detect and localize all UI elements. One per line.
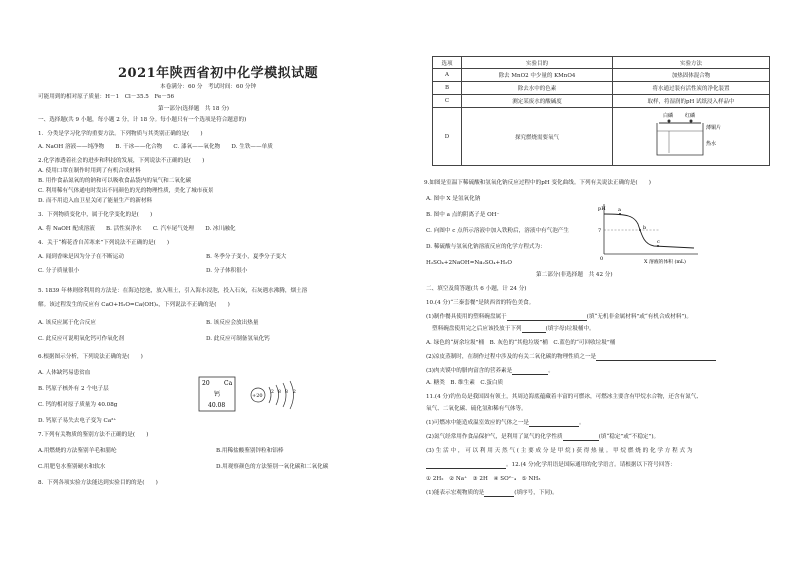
q12-symbols: ① 2H₂ ② Na⁺ ③ 2H ④ SO²⁻₄ ⑤ NH₃	[426, 476, 541, 482]
label-a: a	[618, 207, 621, 213]
header-method: 实验方法	[613, 57, 770, 69]
part1-header: 第一部分(选择题 共 18 分)	[158, 106, 229, 112]
q7-option-d: D.用观察颜色的方法鉴别一氧化碳和二氧化碳	[216, 464, 329, 470]
q4-option-a: A. 闻到香味是因为分子在不断运动	[38, 254, 124, 260]
q10-line1	[426, 314, 692, 321]
row-purpose: 探究燃烧需要氧气	[462, 108, 613, 166]
label-red-phosphorus: 红磷	[685, 112, 696, 119]
point-a	[619, 213, 621, 215]
page-title: 2021年陕西省初中化学模拟试题	[118, 66, 319, 81]
cell-symbol: Ca	[224, 380, 233, 387]
label-hot-water: 热水	[706, 140, 717, 147]
y-axis-label: pH	[598, 206, 606, 212]
answer-blank[interactable]	[507, 315, 587, 321]
row-method: 加热固体混合物	[613, 69, 770, 82]
q11-line2: 氧气、二氧化碳、硫化氢和稀有气体等。	[426, 406, 527, 412]
table-row	[433, 95, 770, 108]
q9-option-c: C. 向图中 c 点所示溶液中加入铁粉后，溶液中有气泡产生	[426, 228, 569, 234]
row-method: 取样，将湿润的pH 试纸浸入样品中	[613, 95, 770, 108]
q8-stem: 8．下列各项实验方法能达到实验目的的是( )	[38, 480, 158, 486]
nucleus-charge: +20	[252, 393, 263, 399]
combustion-diagram	[651, 109, 731, 163]
q10-line3: A. 绿色的“厨余垃圾”桶 B. 灰色的“其他垃圾”桶 C.蓝色的“可回收垃圾”桶	[426, 340, 616, 346]
q10-l5-suffix: 。	[548, 368, 554, 374]
header-option: 选项	[433, 57, 462, 69]
q1-options: A. NaOH 溶液——纯净物 B. 干冰——化合物 C. 漆氧——氧化物 D. 生铁——单质	[38, 144, 273, 150]
q6-option-b: B. 钙原子核外有 2 个电子层	[38, 386, 109, 392]
q4-option-c: C. 分子质量很小	[38, 268, 80, 274]
cell-number: 20	[202, 380, 210, 387]
shell-count: 2	[293, 390, 296, 395]
q6-option-a: A. 人体缺钙易患贫血	[38, 370, 91, 376]
q11-line6	[426, 462, 676, 469]
q11-l4-text: (2)氮气经常用作食品保护气，是利用了氮气的化学性质	[426, 434, 563, 440]
q9-option-d: D. 稀硫酸与氢氧化钠溶液反应的化学方程式为：	[426, 244, 546, 250]
q1-stem: 1．分类是学习化学的重要方法。下列物质与其类别正确的是( )	[38, 131, 203, 137]
beaker	[657, 123, 703, 155]
label-c: c	[657, 239, 660, 245]
shell-arc	[276, 385, 279, 405]
answer-blank[interactable]	[484, 491, 514, 497]
part1-instructions: 一、选择题(共 9 小题，每小题 2 分，计 18 分。每小题只有一个选项是符合题意的)	[38, 117, 247, 123]
q2-option-a: A. 使用口罩在制作时用到了有机合成材料	[38, 168, 141, 174]
q11-line5: (3) 生 活 中 ， 可 以 利 用 天 然 气 ( 主 要 成 分 是 甲 烷 ) 获 得 热 量 。 甲 烷 燃 烧 的 化 学 方 程 式 为	[426, 448, 693, 454]
row-method-diagram	[613, 108, 770, 166]
q5-stem-2: 解。该过程发生的反应有 CaO+H₂O=Ca(OH)₂，下列说法不正确的是( )	[38, 302, 230, 308]
q5-option-a: A. 该反应属于化合反应	[38, 320, 96, 326]
cell-mass: 40.08	[208, 402, 226, 409]
white-phosphorus	[668, 119, 671, 122]
q10-line5	[426, 368, 554, 375]
q11-l6-text: 。12.(4 分)化学用语是国际通用的化学语言。请根据以下符号回答：	[506, 462, 676, 468]
ph-curve	[604, 214, 694, 248]
q6-option-d: D. 钙原子易失去电子变为 Ca²⁺	[38, 418, 117, 424]
row-option: A	[433, 69, 462, 82]
score-time: 本卷满分：60 分 考试时间：60 分钟	[160, 84, 257, 90]
q4-option-d: D. 分子体积很小	[206, 268, 248, 274]
answer-blank[interactable]	[563, 435, 599, 441]
row-option: C	[433, 95, 462, 108]
calcium-figure	[198, 375, 308, 415]
q12-l1-text: (1)能表示宏观物质的是	[426, 490, 485, 496]
table-row	[433, 69, 770, 82]
point-b	[639, 229, 641, 231]
q10-line4	[426, 354, 716, 361]
part2-instructions: 二、填空及简答题(共 6 小题，计 24 分)	[426, 286, 527, 292]
x-axis-label: X 溶液的体积 (mL)	[644, 260, 686, 264]
q2-option-d: D. 而不用追入血卫星关闭了能量生产的新材料	[38, 198, 153, 204]
q5-option-b: B. 该反应会放出热量	[206, 320, 259, 326]
answer-blank[interactable]	[596, 355, 716, 361]
q2-option-b: B. 用作食品氮氧的的钠和可以吸收食品袋内的氧气和二氧化碳	[38, 178, 192, 184]
q5-option-c: C. 此反应可说明氧化钙可作氧化剂	[38, 336, 124, 342]
q12-line1	[426, 490, 558, 497]
q5-option-d: D. 此反应可制备氢氧化钙	[206, 336, 270, 342]
shell-count: 8	[285, 390, 288, 395]
label-copper-plate: 薄铜片	[706, 124, 722, 131]
q9-option-a: A. 图中 X 是氢氧化钠	[426, 196, 481, 202]
part2-header: 第二部分(非选择题 共 42 分)	[536, 272, 613, 278]
answer-blank[interactable]	[426, 463, 506, 469]
q9-equation: H₂SO₄+2NaOH=Na₂SO₄+H₂O	[426, 260, 512, 266]
q9-option-b: B. 图中 a 点的阴离子是 OH⁻	[426, 212, 500, 218]
ph-curve-chart	[598, 200, 708, 264]
row-option: B	[433, 82, 462, 95]
q10-l1-suffix: (填“无机非金属材料”或“有机合成材料”)。	[586, 314, 692, 320]
red-phosphorus	[690, 119, 693, 122]
row-purpose: 测定某废水的酸碱度	[462, 95, 613, 108]
row-option: D	[433, 108, 462, 166]
q10-stem: 10.(4 分)“三秦套餐”是陕西省的特色美食。	[426, 300, 535, 306]
shell-arc	[283, 383, 286, 407]
q6-option-c: C. 钙的相对原子质量为 40.08g	[38, 402, 118, 408]
cell-name: 钙	[214, 391, 221, 398]
answer-blank[interactable]	[522, 327, 546, 333]
q10-l2-suffix: (填字母)垃圾桶中。	[545, 326, 595, 332]
q3-options: A. 将 NaOH 配成溶液 B. 活性炭净水 C. 汽车尾气处理 D. 冰川融化	[38, 226, 236, 232]
q10-l1-text: (1)制作餐具使用的塑料碗盘属于	[426, 314, 507, 320]
header-purpose: 实验目的	[462, 57, 613, 69]
q7-option-a: A.用燃烧的方法鉴别羊毛和腈纶	[38, 448, 117, 454]
q3-stem: 3．下列物质变化中，属于化学变化的是( )	[38, 212, 153, 218]
row-method: 将水通过装有活性炭的净化装置	[613, 82, 770, 95]
label-b: b	[643, 225, 647, 231]
point-c	[657, 245, 659, 247]
shell-count: 2	[271, 390, 274, 395]
shell-count: 8	[278, 390, 281, 395]
q11-l3-text: (1)可燃冰中能造成温室效应的气体之一是	[426, 420, 530, 426]
row-purpose: 除去水中的色素	[462, 82, 613, 95]
atomic-masses: 可能用到的相对原子质量：H－1 Cl－35.5 Fe－56	[38, 94, 175, 100]
q2-stem: 2.化学渗透着社会的进步和科技的发展，下列说法不正确的是( )	[38, 158, 205, 164]
q10-l2-text: 塑料碗盘使用完之后应该投放于下列	[432, 326, 522, 332]
answer-blank[interactable]	[529, 421, 579, 427]
q11-line1: 11.(4 分)钓鱼岛是我国固有领土，其周边海底蕴藏着丰富的可燃冰，可燃冰主要含有甲烷水合物，还含有氮气、	[426, 394, 702, 400]
label-white-phosphorus: 白磷	[663, 112, 674, 119]
q10-line2	[432, 326, 595, 333]
table-row	[433, 82, 770, 95]
table-header-row	[433, 57, 770, 69]
q4-option-b: B. 冬季分子变小，夏季分子变大	[206, 254, 287, 260]
q6-stem: 6.根据图示分析，下列说法正确的是( )	[38, 354, 143, 360]
q12-l1-suffix: (填序号，下同)。	[514, 490, 558, 496]
q7-option-b: B.用稀盐酸鉴别锌粒和铝棒	[216, 448, 284, 454]
q10-l4-text: (2)凉皮蒸制时，在制作过程中涉及的有关二氧化碳的物理性质之一是	[426, 354, 597, 360]
experiment-table	[432, 56, 770, 166]
table-row	[433, 108, 770, 166]
q11-line3	[426, 420, 585, 427]
q7-option-c: C.用肥皂水鉴别硬水和软水	[38, 464, 106, 470]
q11-l3-suffix: 。	[579, 420, 585, 426]
q9-stem: 9.如图是室温下稀硫酸和氢氧化钠反应过程中的pH 变化曲线。下列有关说法正确的是( )	[424, 180, 651, 186]
q11-line4	[426, 434, 659, 441]
q10-line6: A. 糖类 B. 维生素 C.蛋白质	[426, 380, 504, 386]
q7-stem: 7.下列有关物质的鉴别方法不正确的是( )	[38, 432, 149, 438]
row-purpose: 除去 MnO2 中少量的 KMnO4	[462, 69, 613, 82]
origin-label: 0	[600, 256, 604, 262]
q10-l5-text: (3)肉夹馍中的腊肉富含的营养素是	[426, 368, 513, 374]
q2-option-c: C. 利用稀有气体通电时发出不同颜色的光的物理性质，美化了城市夜景	[38, 188, 214, 194]
shell-arc	[290, 381, 294, 409]
answer-blank[interactable]	[512, 369, 548, 375]
q11-l4-suffix: (填“稳定”或“不稳定”)。	[598, 434, 660, 440]
tick-7: 7	[598, 228, 602, 234]
q5-stem-1: 5. 1839 年林则徐利用的方法是：在海边挖池，放入咀土，引入海水浸泡，投入石灰，石灰遇水沸腾，烟土溶	[38, 288, 308, 294]
q4-stem: 4．关于“梅花香自苦寒来”下列说法不正确的是( )	[38, 240, 170, 246]
